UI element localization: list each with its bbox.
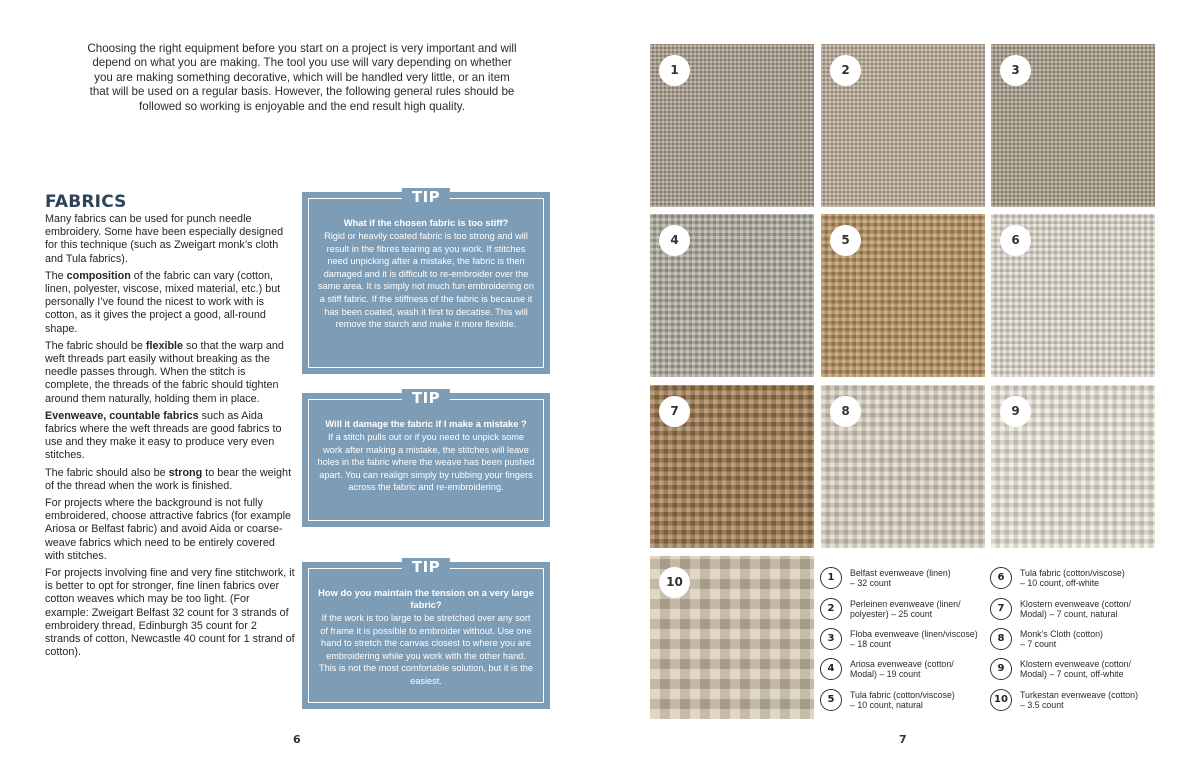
legend-line-1: Klostern evenweave (cotton/ xyxy=(1020,659,1132,669)
tip-box-mistake xyxy=(302,389,550,527)
legend-item xyxy=(820,567,980,595)
tip-label: TIP xyxy=(402,389,450,407)
legend-line-2: polyester) – 25 count xyxy=(850,609,933,620)
legend-text xyxy=(850,659,980,679)
legend-number: 4 xyxy=(820,658,842,680)
tip-question: Will it damage the fabric if I make a mistake ? xyxy=(325,418,527,429)
legend-text xyxy=(850,690,980,710)
legend-text xyxy=(850,568,980,588)
legend-line-1: Monk’s Cloth (cotton) xyxy=(1020,629,1103,639)
tip-answer: If a stitch pulls out or if you need to unpick some work after making a mistake, the stitches will leave holes in the fabric where the weave has been pushed apart. You can realign simply by rubbing your fingers across the fabric and re-embroidering. xyxy=(317,432,535,493)
legend-number: 9 xyxy=(990,658,1012,680)
legend-text xyxy=(850,599,980,619)
swatch-number: 4 xyxy=(659,225,690,256)
legend-text xyxy=(1020,659,1150,679)
tip-question: How do you maintain the tension on a very large fabric? xyxy=(318,587,534,610)
fabric-swatch xyxy=(821,385,985,548)
legend-number: 2 xyxy=(820,598,842,620)
tip-answer: Rigid or heavily coated fabric is too strong and will result in the fibres tearing as you work. If stitches need unpicking after a mistake, the fabric is then damaged and it is difficult to re-embroider over the same area. It is simply not much fun embroidering on a stiff fabric. If the stiffness of the fabric is because it has been coated, wash it first to decatise. This will remove the starch and make it more flexible. xyxy=(317,231,534,330)
legend-line-2: – 3.5 count xyxy=(1020,700,1064,711)
legend-line-1: Ariosa evenweave (cotton/ xyxy=(850,659,954,669)
swatch-number: 3 xyxy=(1000,55,1031,86)
legend-line-1: Belfast evenweave (linen) xyxy=(850,568,951,578)
fabric-swatch xyxy=(821,44,985,207)
legend-number: 7 xyxy=(990,598,1012,620)
fabrics-section xyxy=(45,192,295,664)
fabrics-paragraph: The composition of the fabric can vary (cotton, linen, polyester, viscose, mixed material, etc.) but personally I’ve found the nicest to work with is cotton, as it gives the project a good, all-round shape. xyxy=(45,269,281,335)
legend-number: 8 xyxy=(990,628,1012,650)
legend-item xyxy=(990,598,1150,626)
swatch-number: 6 xyxy=(1000,225,1031,256)
page-number: 6 xyxy=(293,733,301,746)
legend-text xyxy=(1020,629,1150,649)
legend-line-1: Perleinen evenweave (linen/ xyxy=(850,599,961,609)
swatch-number: 1 xyxy=(659,55,690,86)
legend-text xyxy=(1020,568,1150,588)
legend-text xyxy=(850,629,980,649)
fabrics-paragraph: For projects where the background is not fully embroidered, choose attractive fabrics (for example Ariosa or Belfast fabric) and avoid Aida or coarse-weave fabrics which need to be entirely covered with stitches. xyxy=(45,497,292,562)
fabric-swatch xyxy=(991,385,1155,548)
legend-item xyxy=(990,658,1150,686)
legend-line-1: Tula fabric (cotton/viscose) xyxy=(850,690,955,700)
swatch-number: 8 xyxy=(830,396,861,427)
fabric-swatch xyxy=(991,44,1155,207)
legend-line-1: Floba evenweave (linen/viscose) xyxy=(850,629,978,639)
legend-number: 1 xyxy=(820,567,842,589)
tip-label: TIP xyxy=(402,558,450,576)
legend-item xyxy=(820,628,980,656)
tip-box-stiff-fabric xyxy=(302,188,550,374)
legend-line-1: Tula fabric (cotton/viscose) xyxy=(1020,568,1125,578)
swatch-number: 7 xyxy=(659,396,690,427)
tip-answer: If the work is too large to be stretched over any sort of frame it is possible to embroider without. Use one hand to stretch the canvas closest to where you are embroidering while you work with the other hand. This is not the most comfortable solution, but it is the easiest. xyxy=(319,613,533,686)
fabric-swatch xyxy=(650,214,814,377)
fabric-swatch xyxy=(650,556,814,719)
legend-line-2: Modal) – 7 count, off-white xyxy=(1020,669,1124,680)
intro-paragraph: Choosing the right equipment before you start on a project is very important and will depend on what you are making. The tool you use will vary depending on whether you are making something decorative, which will be handled very little, or an item that will be used on a regular basis. However, the following general rules should be followed so working is enjoyable and the end result high quality. xyxy=(87,42,517,113)
legend-item xyxy=(990,567,1150,595)
tip-label: TIP xyxy=(402,188,450,206)
legend-item xyxy=(820,689,980,717)
legend-line-1: Turkestan evenweave (cotton) xyxy=(1020,690,1139,700)
fabrics-paragraph: The fabric should be flexible so that the warp and weft threads part easily without breaking as the needle passes through. When the stitch is complete, the threads of the fabric should tighten around them naturally, holding them in place. xyxy=(45,339,284,405)
legend-line-2: Modal) – 7 count, natural xyxy=(1020,609,1118,620)
swatch-number: 5 xyxy=(830,225,861,256)
legend-item xyxy=(820,598,980,626)
legend-number: 6 xyxy=(990,567,1012,589)
fabric-swatch xyxy=(991,214,1155,377)
page-number: 7 xyxy=(899,733,907,746)
tip-question: What if the chosen fabric is too stiff? xyxy=(343,217,509,228)
legend-item xyxy=(990,628,1150,656)
legend-line-2: – 32 count xyxy=(850,578,892,589)
fabric-swatch xyxy=(821,214,985,377)
legend-line-2: – 10 count, off-white xyxy=(1020,578,1100,589)
legend-line-2: – 10 count, natural xyxy=(850,700,923,711)
legend-line-1: Klostern evenweave (cotton/ xyxy=(1020,599,1132,609)
tip-box-tension xyxy=(302,558,550,709)
legend-text xyxy=(1020,599,1150,619)
swatch-number: 10 xyxy=(659,567,690,598)
legend-number: 5 xyxy=(820,689,842,711)
fabrics-paragraph: Many fabrics can be used for punch needle embroidery. Some have been especially designed for this technique (such as Zweigart monk’s cloth and Tula fabrics). xyxy=(45,213,284,265)
legend-line-2: – 18 count xyxy=(850,639,892,650)
legend-line-2: – 7 count xyxy=(1020,639,1057,650)
fabrics-paragraph: The fabric should also be strong to bear the weight of the thread when the work is finished. xyxy=(45,466,292,492)
legend-item xyxy=(990,689,1150,717)
legend-text xyxy=(1020,690,1150,710)
right-page xyxy=(600,0,1200,765)
legend-item xyxy=(820,658,980,686)
legend-number: 3 xyxy=(820,628,842,650)
swatch-number: 2 xyxy=(830,55,861,86)
fabric-swatch xyxy=(650,385,814,548)
section-title: FABRICS xyxy=(45,192,127,212)
fabrics-paragraph: Evenweave, countable fabrics such as Aida fabrics where the weft threads are good fabrics to use and they make it easy to produce very even stitches. xyxy=(45,409,282,462)
legend-line-2: Modal) – 19 count xyxy=(850,669,921,680)
fabric-swatch xyxy=(650,44,814,207)
legend-number: 10 xyxy=(990,689,1012,711)
swatch-number: 9 xyxy=(1000,396,1031,427)
fabrics-paragraph: For projects involving fine and very fine stitchwork, it is better to opt for stronger, fine linen fabrics over cotton weaves which may be too light. (For example: Zweigart Belfast 32 count for 3 strands of embroidery thread, Edinburgh 35 count for 2 strands of cotton, Newcastle 40 count for 1 strand of cotton). xyxy=(45,567,295,659)
